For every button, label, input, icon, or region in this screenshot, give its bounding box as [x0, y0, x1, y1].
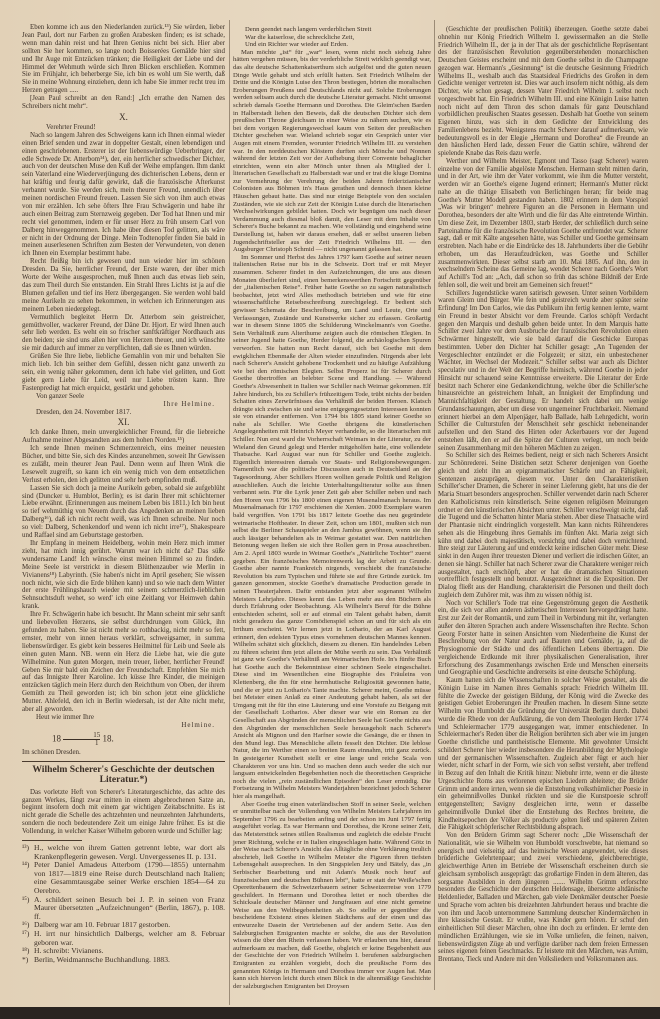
footnote-text: H., welche von ihrem Gatten getrennt lebte, war dort als Krankenpflegerin gewesen. Vergl. Unvergessenes II. p. 131.: [34, 843, 225, 861]
paragraph: Von den Brüdern Grimm sagt Scherer noch: „Die Wissenschaft der Nationalität, wie sie Wilhelm von Humboldt vorschwebte, hat niemand so energisch und vielseitig auf das heimische Wesen angewendet, wie dieses brüderliche Gelehrtenpaar; und zwei verschiedene, gleichberechtigte, gleichwerthige Arten im Betriebe der Wissenschaft erscheinen durch sie gleichsam symbolisch ausgeprägt: das großartige Finden in dem älteren, das sorgsame Ausbilden in dem jüngeren ....... Wilhelm Grimm erforschte besonders die Geschichte der deutschen Heldensage, übersetzte altdänische Heldenlieder, Balladen und Märchen, gab viele Denkmäler deutscher Poesie und Sprache vom achten bis dreizehnten Jahrhundert heraus und brachte die von ihm und Jacob unternommene Sammlung deutscher Kindermärchen in ihre klassische Gestalt. Er wußte, was Kinder gern hören. Er schuf den einheitlichen Stil dieser Märchen, ohne ihn doch zu erfinden. Er lernte den mündlichen Erzählungen, wie sie im Volke umliefen, die feinen, naiven, liebenswürdigsten Züge ab und verfügte darüber nach dem freien Ermessen seines eigenen feinen Geschmacks. Er leistete mit den Märchen, was Arnim, Brentano, Tieck und Andere mit den Volksliedern und Volksromanen aus.: [438, 832, 648, 963]
paragraph: Noch vor Schiller's Tode trat eine Gegenströmung gegen die Aesthetik ein, die sich vor allen anderen ästhetischen Interessen hervorgedrängt hatte. Erst zur Zeit der Romantik, und zum Theil in Verbindung mit ihr, verlangten außer den älteren Sprachen auch andere Wissenschaften ihre Rechte. Schon Georg Forster hatte in seinen Ansichten vom Niederrheine die Kunst der Beschreibung von der Natur auch auf Bauten und Gemälde, ja, auf die Physiognomie der Städte und des öffentlichen Lebens übertragen. Die vergleichende Erdkunde mit ihrer physikalischen Generalisation, ihrer Erforschung des Zusammenhangs zwischen Erde und Menschen einerseits und Geographie und Geschichte andrerseits ist eine deutsche Schöpfung.: [438, 599, 648, 677]
paragraph: Ich sende Ihnen meinen Schmerzenreich, eins meiner neuesten Bücher, und bitte Sie, sich des Kindes anzunehmen, soweit Ihr Gewissen es zuläßt, mein theurer Jean Paul. Denn wenn auf Ihren Wink die Lesewelt zugreift, so kann ich ein wenig mich von dem entsetzlichen Verlust erholen, den ich gelitten und sehr herb empfinden muß.: [22, 444, 225, 484]
paragraph: Im Sommer und Herbst des Jahres 1797 kam Goethe auf seiner neuen italienischen Reise nur bis in die Schweiz. Dort traf er mit Meyer zusammen. Scherer findet in den Aufzeichnungen, die uns aus diesen Monaten überliefert sind, einen bemerkenswerthen Fortschritt gegenüber der „italienischen Reise“. Früher hatte Goethe so zu sagen naturalistisch beobachtet, jetzt wird Alles methodisch betrieben und wie für eine wissenschaftliche Reisebeschreibung zurechtgelegt. Er bedient sich gewisser Schemata der Beschreibung, um Land und Leute, Orte und Verfassungen, Zustände und Kunstwerke sicher zu erfassen. Großartig war in diesem Sinne 1805 die Schilderung Winckelmann's von Goethe. Sein Verhältniß zum Alterthume zeigten auch die römischen Elegien. In seiner Jugend hatte Goethe, Herder folgend, die archäologischen Spuren verworfen. Sie hatten nun Recht darauf, sich bei Goethe mit dem ewigklichen Ebenmaße der Alten wieder einzufinden. Nirgends aber lebt nach Scherer's Ansicht gehobene Trockenheit und zu häufige Aufzählung wie bei den römischen Elegien. Selbst Properz ist für Scherer durch Goethe übertroffen an belebter Scene und Handlung. — Während Goethe's Abwesenheit in Italien war Schiller nach Weimar gekommen. Elf Jahre hindurch, bis zu Schiller's frühzeitigem Tode, trübt nichts der beiden Schatten eines Zerwürfnisses das Verhältniß der beiden Heroen. Klatsch drängte sich zwischen sie und seine entgegengesetzten Interessen konnten sie von einander entfernen. Von 1794 bis 1805 stand keiner Goethe so nahe als Schiller. Wie Goethe übrigens die künstlerischen Angelegenheiten mit Heinrich Meyer verhandelte, so die literarischen mit Schiller. Nun erst ward die Vorherrschaft Weimars in der Literatur, zu der Wieland den Grund gelegt und Herder mitgeholfen hatte, eine vollendete Thatsache. Karl August war nun für Schiller und Goethe zugleich. Eigentlich interessiren damals vor Staats- und Religionsbewegungen. Namentlich war die politische Discussion auch in Deutschland an der Tagesordnung. Aber Schillers Horen wollten gerade Politik und Religion ausschließen. Auch die leichte Unterhaltungsliteratur sollte aus ihnen verbannt sein. Für die Lyrik jener Zeit gab aber Schiller neben und nach den Horen von 1796 bis 1800 einen eigenen Musenalmanach heraus. Im Musenalmanach für 1797 erschienen die Xenien. 2000 Exemplare waren bald vergriffen. Von 1791 bis 1817 leitete Goethe das neu gegründete weimarische Hoftheater. In dieser Zeit, schon um 1801, mußten sich nun selbst die Berliner Schauspieler an den Jambus gewöhnen, wenn sie ihn auch lässiger behandelten als in Weimar gestattet war. Den natürlichen Betonung wegen ließen sie sich ihre Rollen gern in Prosa ausschreiben. Am 2. April 1803 wurde in Weimar Goethe's „Natürliche Tochter“ zuerst gegeben. Ein französisches Memoirenwerk lag der Arbeit zu Grunde. Goethe aber nannte Frankreich nirgends, verschiebt die französische Revolution bis zum Typischen und führte sie auf ihre Gründe zurück. Im ganzen genommen, stockte Goethe's dramatische Production gerade in seinen Theaterjahren. Dafür entstanden jetzt aber sogenannt Wilhelm Meisters Lehrjahre. Dieses kennt das Leben mehr aus den Büchern als durch Erfahrung oder Beobachtung. Als Wilhelm's Beruf für die Bühne entschieden scheint, soll er auf einmal ein Talent gehabt haben, damit nicht geradezu das ganze Comödienspiel schon an und für sich als ein Irrthum erscheint. Wir lernen jetzt in Lothario, der an Karl August erinnert, den edelsten Typus eines vornehmen deutschen Mannes kennen. Wilhelm schätzt sich glücklich, diesem zu dienen. Ein handelndes Leben zu führen scheint ihm jetzt allein der Mühe werth zu sein. Das Verhältniß ist ganz wie Goethe's Verhältniß am Weimarischen Hofe. In's fünfte Buch hat Goethe auch die Bekenntnisse einer schönen Seele eingeschaltet. Diese sind im Wesentlichen eine Biographie des Fräuleins von Klettenberg, die ihn für eine herrnhutische Religiosität gewonnen hatte, und die er jetzt zu Lothario's Tante machte. Scherer meint, Goethe müsse bei Meister einen Anlaß zu einer Andeutung gehabt haben, als sei der Umgang mit ihr für ihn eine Läuterung und eine Vorstufe zu Beigang mit der Gesellschaft Lotharios. Aber dieser war wie ein Roman zu der Gesellschaft aus Abgründen der menschlichen Seele hat Goethe nichts aus den Abgründen der menschlichen Seele herausgeholt nach Scherer's Ansicht als Mignon und den Harfner sowie die Gesänge, die er ihnen in den Mund legt. Das Menschliche allein fesselt den Dichter. Die leblose Natur, die im Werther einen so breiten Raum einnahm, tritt ganz zurück. In gesteigerter Kunstheit stellt er eine lange und reiche Scala von Charakteren vor uns hin. Und so machen denn auch weder die sich nur langsam entwickelnden Begebenheiten noch die theoretischen Gespräche noch die vielen „rein zuständlichen Episoden“ den Leser ermüdig. Die Fortsetzung in Wilhelm Meisters Wanderjahren bezeichnet jedoch Scherer hier als mangelhaft.: [233, 253, 431, 800]
footnote-text: A. schildert seinen Besuch bei J. P. in seinen von Franz Maurer übersetzten „Aufzeichnungen“ (Berlin, 1867), p. 108. ff.: [34, 894, 225, 921]
footnote-mark: ¹⁴): [22, 860, 30, 870]
section-divider: [22, 761, 225, 762]
footnote-text: Peter Daniel Amadeus Atterbom (1790—1855) unternahm von 1817—1819 eine Reise durch Deutschland nach Italien; eine Gesammtausgabe seiner Werke erschien 1854—64 zu Oerebro.: [34, 860, 225, 896]
column-divider: [434, 20, 435, 990]
paragraph: Eben komme ich aus den Niederlanden zurück.¹³) Sie würden, lieber Jean Paul, dort nur Farben zu großen Arabesken finden; es ist schade, wenn man dahin reist und hat Ihren Genius nicht bei sich. Hier aber sollten Sie her kommen, so lange noch Boisserées Gemälde hier sind und Ihr Auge mit Entzücken tränken; die Heiligkeit der Liebe und der Himmel der Wehmuth würde sich Ihren Blicken erschließen. Kommen Sie im Frühjahr, ich beherberge Sie, ich bin es wohl um Sie werth, daß Sie in meine Wohnung einziehen, denn ich habe Sie immer recht treu im Herzen getragen .....: [22, 23, 225, 95]
paragraph: So Schiller sich des Reimes bedient, neigt er sich nach Scherers Ansicht zur Schönrederei. Seine Distichen setzt Scherer denjenigen von Goethe gleich und zieht ihn an epigrammatischer Schärfe und an Fähigkeit, Sentenzen auszuprägen, diesem vor. Unter den Charakteristiken Schiller'scher Dramen, die Scherer in seiner Lieferung giebt, hat uns die der Maria Stuart besonders angesprochen. Schiller verwendet darin nach Scherer den Katholicismus rein künstlerisch. Seine eigenen religiösen Meinungen ordnet er den künstlerischen Absichten unter. Schiller verschweigt nicht, daß die Tugend und die Schatten hinter Maria stehen. Aber diese Thatsache wird der Phantasie nicht eindringlich vorgestellt. Man kann nichts Rührenderes sehen als die Hingebung ihres Gemahls im fünften Akt. Maria zeigt sich kühn und dabei doch majestätisch, vorsichtig und dabei doch vernichtend. Ihre steigt zur Läuterung auf und entdeckt keine irdischen Güter mehr. Diese sinkt in den Augen ihrer treuesten Diener und verliert die irdischen Güter, an denen sie hängt. Schiller hat nach Scherer zwar die Charaktere weniger reich ausgestaltet, nach erschöpft, aber er hat die dramatischen Situationen vortrefflich festgestellt und benutzt. Ausgezeichnet ist die Exposition. Der Dialog fließt aus der Handlung, charakterisirt die Personen und theilt doch zugleich dem Zuhörer mit, was ihm zu wissen nöthig ist.: [438, 452, 648, 599]
footnote: [22, 861, 225, 895]
letter-place: Im schönen Dresden.: [22, 747, 81, 756]
date-day: 18: [52, 733, 61, 744]
column-2: [233, 26, 431, 990]
footnote-text: Dalberg war am 10. Februar 1817 gestorben.: [34, 920, 171, 930]
paragraph: Schillers Jugendstücke waren satirisch gewesen. Unter seinen Vorbildern waren Gleim und Bürger. Wie fein und geistreich wurde aber später seine Erfindung! Im Don Carlos, wie das Publikum ihn fertig kennen lernte, warnt ein Freund in bester Absicht vor dem Freunde. Carlos schöpft Verdacht gegen den Marquis und deshalb gehen beide unter. In dem Marquis hatte Schiller zwei Jahre vor dem Ausbruche der französischen Revolution einen Schwärmer hingestellt, wie sie bald darauf die Geschicke Europas bestimmten. Ueber den Dichter hat Schiller gesagt: „An Tugenden der Vergeschlechter entzündet er die Folgezeit; er sitzt, ein unbestechener Wächter, im Wechsel der Modezeit.“ Schiller selbst war auch als Dichter speculativ und in der Welt der Begriffe heimisch, während Goethe in jeder Hinsicht nur schauend seine Kenntnisse erweiterte. Die Literatur der Erde besitzt nach Scherer eine Gedankendichtung, welche über die Schiller'sche hinausreichte an geistreichem Inhalt, an Innigkeit der Empfindung und Mannichfaltigkeit der Gestaltung. Er handelt sich dabei um wenige Grundanschauungen, aber um diese von ungemeiner Fruchtbarkeit. Niemand erinnert hierbei an dem Alpenjäger, halb Ballade, halb Lehrgedicht, worin Schiller die Culturstufen der Menschheit sehr geschickt nebeneinander aufstellen und den Stand des Hirten oder Ackerbauers vor der Jugend entstehen läßt, den er auf die Spitze der Culturen verlegt, um noch beide seinen Zusammenhang mit den höheren Mächten zu zeigen.: [438, 289, 648, 452]
footnote-mark: ¹⁶): [22, 920, 30, 930]
column-divider: [229, 20, 230, 1005]
paragraph: Ich danke Ihnen, mein unvergleichlicher Freund, für die liebreiche Aufnahme meiner Abgesandten aus dem hohen Norden.¹⁵): [22, 428, 225, 445]
paragraph: Ihr Empfang in meinem Heidelberg, wohin mein Herz mich immer zieht, hat mich innig gerührt. Warum war ich nicht da? Das süße wundersame Land! Ich wünsche einst meinen Himmel so zu finden. Meine Seele ist verstrickt in diesem Blüthenzauber wie Merlin in Vivianens¹⁸) Labyrinth. (Sie haben's nicht im April gesehen; Sie wissen noch nicht, wie sich die Erde blühen kann) und so wie nach dem Winter der erste Frühlingshauch wieder mit seinem schmerzlich-lieblichen Sehnsuchtsduft wehet, so werd' ich eine Zeitlang vor Heimweh dahin krank.: [22, 539, 225, 611]
footnote: [22, 956, 225, 965]
letter-number: XI.: [117, 417, 130, 428]
footnote-mark: ¹⁷): [22, 929, 30, 939]
paragraph: Lassen Sie sich doch ja meine Aurikeln geben, sobald sie aufgeblüht sind (Duncker u. Humblot, Berlin); es ist darin Ihrer mit schüchterner Liebe erwähnt. (Erinnerungen aus meinem Leben bis 1811.) Ich bin heut so tief wehmüthig von Neuem durch das Angedenken an meinen lieben Dalberg¹⁶), daß ich nicht recht weiß, was ich Ihnen schreibe. Nur noch so viel: Dalberg, Schenkendorf und wenn ich nicht irre¹⁷), Shakespeare und Raffael sind am Geburtstage gestorben.: [22, 483, 225, 540]
paragraph: Nach so langem Jahren des Schweigens kann ich Ihnen einmal wieder einen Brief senden und zwar in doppelter Gestalt, einen lebendigen und einen geschriebenen. Ersterer ist der liebenswürdige Ueberbringer, der edle Schwede Dr. Atterbom¹⁴), der, ein herrlicher schwedischer Dichter, auch von der deutschen Muse den Kuß der Weihe empfangen. Ihm dankt sein Vaterland eine Wiederverjüngung des dichterischen Lebens, denn er hat kräftig und feurig dafür gewirkt, daß die französische Afterkunst verbannt wurde. Sie werden sich, mein theurer Freund, unendlich über meinen nordischen Freund freuen. Lassen Sie sich von ihm auch etwas von mir erzählen. Ich sehe öfters Ihre Frau Schwägerin und habe ihr auch einen Beitrag zum Sternzweig gegeben. Der Tod hat Ihnen und mir recht viel genommen, indem er für unser Herz zu früh unsern Carl von Dalberg hinweggenommen. Ich habe über diesen Tod gelitten, als wäre er nicht in der Ordnung der Dinge. Mein Todtenopfer finden Sie bald in meinen auserlesenen Schriften zum Besten der Verwundeten, von denen ich Ihnen ein Exemplar bestimmt habe.: [22, 130, 225, 258]
column-1: [22, 24, 225, 964]
paragraph: Werther und Wilhelm Meister, Egmont und Tasso (sagt Scherer) waren einzelne von der Familie abgelöste Menschen. Hermann steht mitten darin, und in der Art, wie ihm der Vater vorkommt, wie ihm die Mutter versteht, werden wir an Goethe's eigene Jugend erinnert; Hermann's Mutter rückt nahe an die thätige Elisabeth von Berlichingen heran; für beide mag Goethe's Mutter Modell gestanden haben. 1802 erinnern in dem Vorspiel „Was wir bringen“ mehrere Figuren an die Personen in Hermann und Dorothea, besonders der alte Wirth und die für das Alte eintretende Wirthin. Um diese Zeit, im Dezember 1803, starb Herder, der schließlich durch seine Parteinahme für die französische Revolution Goethe entfremdet war. Scherer sagt, daß er mit Kälte angesehen hätte, was Schiller und Goethe gemeinsam erstrebten. Nach habe er die Eindrücke des 18. Jahrhunderts über die Gebühr erhoben, um das Heraufzudrücken, was Goethe und Schiller zusammenwirkten. Dieser selbst starb am 10. Mai 1805. Auf ihn, den in wechselndem Scheine das Gemeine lag, wendet Scherer nach Goethe's Wort auf Achill's Tod an: „Ach, daß schon so früh das schöne Bildniß der Erde fehlen soll, die weit und breit am Gemeinen sich freuet!“: [438, 157, 648, 289]
letter-date: Dresden, den 24. November 1817.: [36, 407, 132, 416]
date-fraction: [63, 732, 100, 747]
paragraph: Das vorletzte Heft von Scherer's Literaturgeschichte, das achte des ganzen Werkes, fängt zwar mitten in einem abgebrochenen Satze an, beginnt insofern doch mit einem gar wichtigen Zeitabschnitte. Es ist nicht gerade die Schelle des achtzehnten und neunzehnten Jahrhunderts, sondern die noch bedeutendere Zeit um einige Jahre früher. Es ist die Vollendung, in welcher Kaiser Wilhelm geboren wurde und Schiller lag:: [22, 787, 225, 836]
article-title: Wilhelm Scherer's Geschichte der deutschen Literatur.*): [32, 763, 215, 786]
footnote: [22, 930, 225, 947]
letter-salutation: Verehrter Freund!: [46, 122, 96, 131]
verse-line: Und ein Richter war wieder auf Erden.: [245, 41, 349, 49]
footnote-mark: ¹³): [22, 843, 30, 853]
paragraph: [Jean Paul schreibt an den Rand:] „Ich errathe den Namen des Schreibers nicht mehr“.: [22, 94, 225, 111]
letter-number: X.: [119, 111, 128, 122]
paragraph: Grüßen Sie Ihre liebe, liebliche Gemahlin von mir und behalten Sie mich lieb. Ich bin seither dem Gefühl, dessen nicht ganz unwerth zu sein, ein wenig näher gekommen, denn ich habe viel gelitten, und Gott giebt gern Liebe für Leid, weil nur Liebe trösten kann. Ihre Fastenpredigt hat mich erquickt, gestärkt und gehoben.: [22, 352, 225, 392]
paragraph: Recht fleißig bin ich gewesen und nun wieder hier im schönen Dresden. Da Sie, herrlicher Freund, der Erste waren, der über mich Worte der Weihe ausgesprochen, muß Ihnen auch das etwas lieb sein, das zum Theil durch Sie entstanden. Ein Strahl Ihres Lichts ist ja auf die Blumen gefallen und tief ins Herz übergegangen. Sie werden wohl bald meine Aurikeln zu sehen bekommen, in welchen ich Erinnerungen aus meinem Leben niedergelegt.: [22, 257, 225, 313]
letter-date: [22, 732, 225, 747]
footnote: [22, 844, 225, 861]
fraction-top: 15: [63, 732, 100, 740]
paragraph: (Geschichte der preußischen Politik) überzeugen. Goethe setzte dabei ohnehin nur König Friedrich Wilhelm I. gewissermaßen an die Stelle Friedrich Wilhelm II., der ja in der That als der geschichtliche Repräsentant des der französischen Revolution gegenüberstehenden monarchischen Deutschen Geistes erscheint und mit dem Goethe selbst in die Champagne gezogen war. Hermann's „Gesinnung“ ist die deutsche Gesinnung Friedrich Wilhelms II., weshalb auch das Staatsideal Friedrichs des Großen in dem Gedichte weniger vertreten ist. Dies war auch insofern nicht nöthig, als dem Dichter, wie schon gesagt, dessen Vater Friedrich Wilhelm I. selbst noch vorgeschwebt hat. Ein Friedrich Wilhelm III. und eine Königin Luise hatten noch nicht auf dem Thron des schon damals für ganz Deutschland vorbildlichen preußischen Staates gesessen. Deshalb hat Goethe von seinem Eigenen hinzu, was sich in dem Gedichte der Entwicklung des Familienlebens bezieht. Wenigstens macht Scherer darauf aufmerksam, wie bedeutungsvoll es in der Elegie „Hermann und Dorothea“ die Freunde an den häuslichen Herd lade, dessen Feuer die Gattin schüre, während der spielende Knabe das Reis dazu werfe.: [438, 26, 648, 157]
paragraph: Vermuthlich begleitet Herrn Dr. Atterbom sein geistreicher, gemüthvoller, wackerer Freund, der Däne Dr. Hjort. Er wird Ihnen auch sehr lieb werden. Es weht ein so frischer sanftkräftiger Nordhauch aus den beiden; sie sind uns allen hier von Herzen theuer, und ich wünschte sie mir dadurch auf immer zu verpflichten, daß sie es Ihnen würden.: [22, 312, 225, 353]
footnote-mark: ¹⁸): [22, 946, 30, 956]
scan-edge: [0, 1007, 660, 1019]
column-3: [438, 26, 648, 964]
footnote-text: Berlin, Weidmannsche Buchhandlung. 1883.: [34, 954, 170, 964]
footnote: [22, 896, 225, 922]
letter-signature: Ihre Helmine.: [163, 399, 215, 408]
letter-closing: Von ganzer Seele: [36, 391, 85, 400]
date-year: 18.: [102, 733, 114, 744]
paragraph: Ihre Fr. Schwägerin habe ich besucht. Ihr Mann scheint mir sehr sanft und liebevollen Herzens, sie selbst durchdrungen vom Glück, ihn gefunden zu haben. Sie ist nicht mehr so rothbackig, nicht mehr so fett, ernster, mehr von innen heraus verklärt, schweigsamer, in summa liebenswürdiger. Es giebt kein besseres Heilmittel für Leib und Seele als einen guten Mann. NB. wenn ein Herz die Liebe hat, wie die gute Wilhelmine. Nun guten Morgen, mein treuer, lieber, herrlicher Freund! Geben Sie mir bald ein Zeichen der Freundschaft. Empfehlen Sie mich auf das Innigste Ihrer Karoline. Ich küsse Ihre Kinder, die meinigen entzücken täglich mein Herz durch den Reichthum von Oben, der ihrem Gemüth zu Theil geworden ist; ich bin schon jetzt eine glückliche Mutter. Ahlefeld, den ich in Berlin wiedersah, ist der Alte nicht mehr, aber all geworden.: [22, 610, 225, 714]
footnote-text: H. schreibt: Vivianens.: [34, 946, 104, 956]
footnote-text: H. irrt nur hinsichtlich Dalbergs, welcher am 8. Februar geboren war.: [34, 929, 225, 947]
letter-signature: Helmine.: [181, 720, 215, 729]
footnotes: [22, 844, 225, 964]
paragraph: Kaum hatten sich die Wissenschaften in solcher Weise gestaltet, als die Königin Luise im Namen ihres Gemahls sprach: Friedrich Wilhelm III. fühlte die Zwecke der geistigen Bildung, der König wird die Zwecke des geistigen Gebiet Eroberungen ihr Preußen machen. In diesem Sinne setzte Wilhelm von Humboldt die Gründung der Universität Berlin durch. Dabei wurde die Rhede von der Aufklärung, die von dem Theologen Herder 1774 und Schleiermacher 1779 ausgegangen war, immer entschiedener. In Schleiermacher's Reden über die Religion berührten sich aber wie im jungen Goethe christliche und pantheistische Elemente. Mit gewohnter Umsicht schildert Scherer hier wieder insbesondere die Heranbildung der Mythologie und der germanischen Wissenschaften. Zugleich aber fügt er auch hier wieder, nicht scharf in der Form, wie sich von selbst versteht, aber treffend in Bezug auf den Inhalt die Kritik hinzu: Niebuhr irrte, wenn er die älteste Urgeschichte Roms aus verlorenen epischen Liedern ableitete; die Brüder Grimm und andere irrten, wenn sie die Entstehung volksthümlicher Poesie in ein geheimnißvolles Dunkel rückten und sie die Kunstpoesie schroff entgegenstellten; Savigny desgleichen irrte, wenn er dasselbe geheimnißvolle Dunkel über die Entstehung des Rechtes breitete, die Kindheitsepochen der Völker als productiv gelten ließ und späteren Zeiten die Fähigkeit schöpferischer Rechtsbildung absprach.: [438, 677, 648, 832]
footnote-mark: ¹⁵): [22, 894, 30, 904]
paragraph: Aber Goethe trug einen vaterländischen Stoff in seiner Seele, welchen er unmittelbar nach der Vollendung von Wilhelm Meisters Lehrjahren im September 1796 zu bearbeiten anfing und der schon im Juni 1797 fertig ausgeführt vorlag. Es war Hermann und Dorothea, die Krone seiner Zeit, das Meisterstück seines stillen Realismus und zugleich die edelste Frucht jener Richtung, welche er in Italien eingeschlagen hatte. Während Götz in der Weise nach Scherer's Ansicht das Alltägliche ohne Verklärung treulich abschrieb, ließ Goethe in Wilhelm Meister die Figuren ihren tiefsten Lebensgehalt aussprechen. In den Singspielen Jery und Bätely, das „in Serbischer Bearbeitung und mit Adam's Musik noch heut' auf französischen und deutschen Bühnen lebt“, hatte er statt der Weiße'schen Operettenbauern die Schweizerbauern seiner Schweizerreise von 1779 geschildert. In Hermann und Dorothea leitet er noch überdies die Schicksale deutscher Männer und Jungfrauen auf eine nicht gemeine Weise aus den Weltbegebenheiten ab. So stellte er gegenüber die bescheidene Existenz eines kleinen Städtchens auf der einen und das entwurzelte Dasein der Vertriebenen auf der andern Seite. Aus den Salzburgischen Emigranten machte er solche, die aus der Revolution wissen die über den Rhein verlassen haben. Wir erlauben uns hier, darauf aufmerksam zu machen, daß Goethe, obgleich er keine Begebenheit aus der Geschichte der von Friedrich Wilhelm I. berufenen salzburgischen Emigranten zu erzählen vorgiebt, doch die preußische Form des genannten Königs in Hermann und Dorothea immer vor Augen hat. Man kann sich hiervon leicht durch einen Blick in die altenmäßige Geschichte der salzburgischen Emigranten bei Droysen: [233, 800, 431, 990]
paragraph: Man möchte „ist“ für „war“ lesen, wenn nicht noch siebzig Jahre hätten vergehen müssen, bis der verderbliche Streit wirklich geendigt war, das alte deutsche Schattenkaiserthum sich aufgelöst und die guten neuen Dinge Weile gehabt und sich erfüllt hatten. Seit Friedrich Wilhelm der Dritte und die Königin Luise den Thron bestiegen, hörten die moralischen Eroberungen Preußens und Deutschlands nicht auf. Solche Eroberungen werden seltsam auch durch die deutsche Literatur gemacht. Nicht umsonst schrieb damals Goethe Hermann und Dorothea. Die Gleim'schen Barden in Halberstadt liehen den Beweis, daß die deutschen Dichter sich dem preußischen Throne gleichsam in einer Weise zu nähern suchen, wie es bei dem vorigen Regierungswechsel kaum von Seiten der preußischen Dichter geschehen war. Wieland schrieb sogar ein Gespräch unter vier Augen mit einem Fremden, worunter Friedrich Wilhelm III. zu verstehen war. In den norddeutschen Klöstern durften sich Mönche und Nonnen während der letzten Zeit vor der Aufhebung ihrer Convente behaglicher einrichten, wenn ein alter Mönch unter ihnen als Mitglied der l. literarischen Gesellschaft zu Halberstadt war und er trat die kluge Domina zur Vermehrung der Verehrung der beiden Jahren friderizianischer Colonisten aus Böhmen in's Haus gerathen und dennoch ihnen kleine Häuschen gebaut hatte. Das sind nur einige Beispiele von den socialen Zuständen, wie sie sich zur Zeit der Königin Luise durch die literarischen Wechselwirkungen gebildet hatten. Doch wir begnügen uns nach dieser Verdammung auch diesmal bloß damit, den Leser mit dem Inhalte von Scherer's Buche bekannt zu machen. Wie vollständig und eingehend seine Darstellung ist, haben wir daraus ersehen, daß er selbst unseren lieben Jugendschriftsteller aus der Zeit Friedrich Wilhelms III. — den Augsburger Christoph Schmid — nicht ungenannt gelassen hat.: [233, 48, 431, 254]
verse-line: Denn geendet nach langem verderblichen Streit: [245, 26, 372, 33]
footnote-divider: [22, 840, 82, 841]
footnote-mark: *): [22, 954, 29, 964]
verse-line: War die kaiserlose, die schreckliche Zeit,: [245, 33, 355, 41]
fraction-bottom: 1: [95, 738, 99, 747]
letter-closing: Heut wie immer Ihre: [36, 712, 94, 721]
